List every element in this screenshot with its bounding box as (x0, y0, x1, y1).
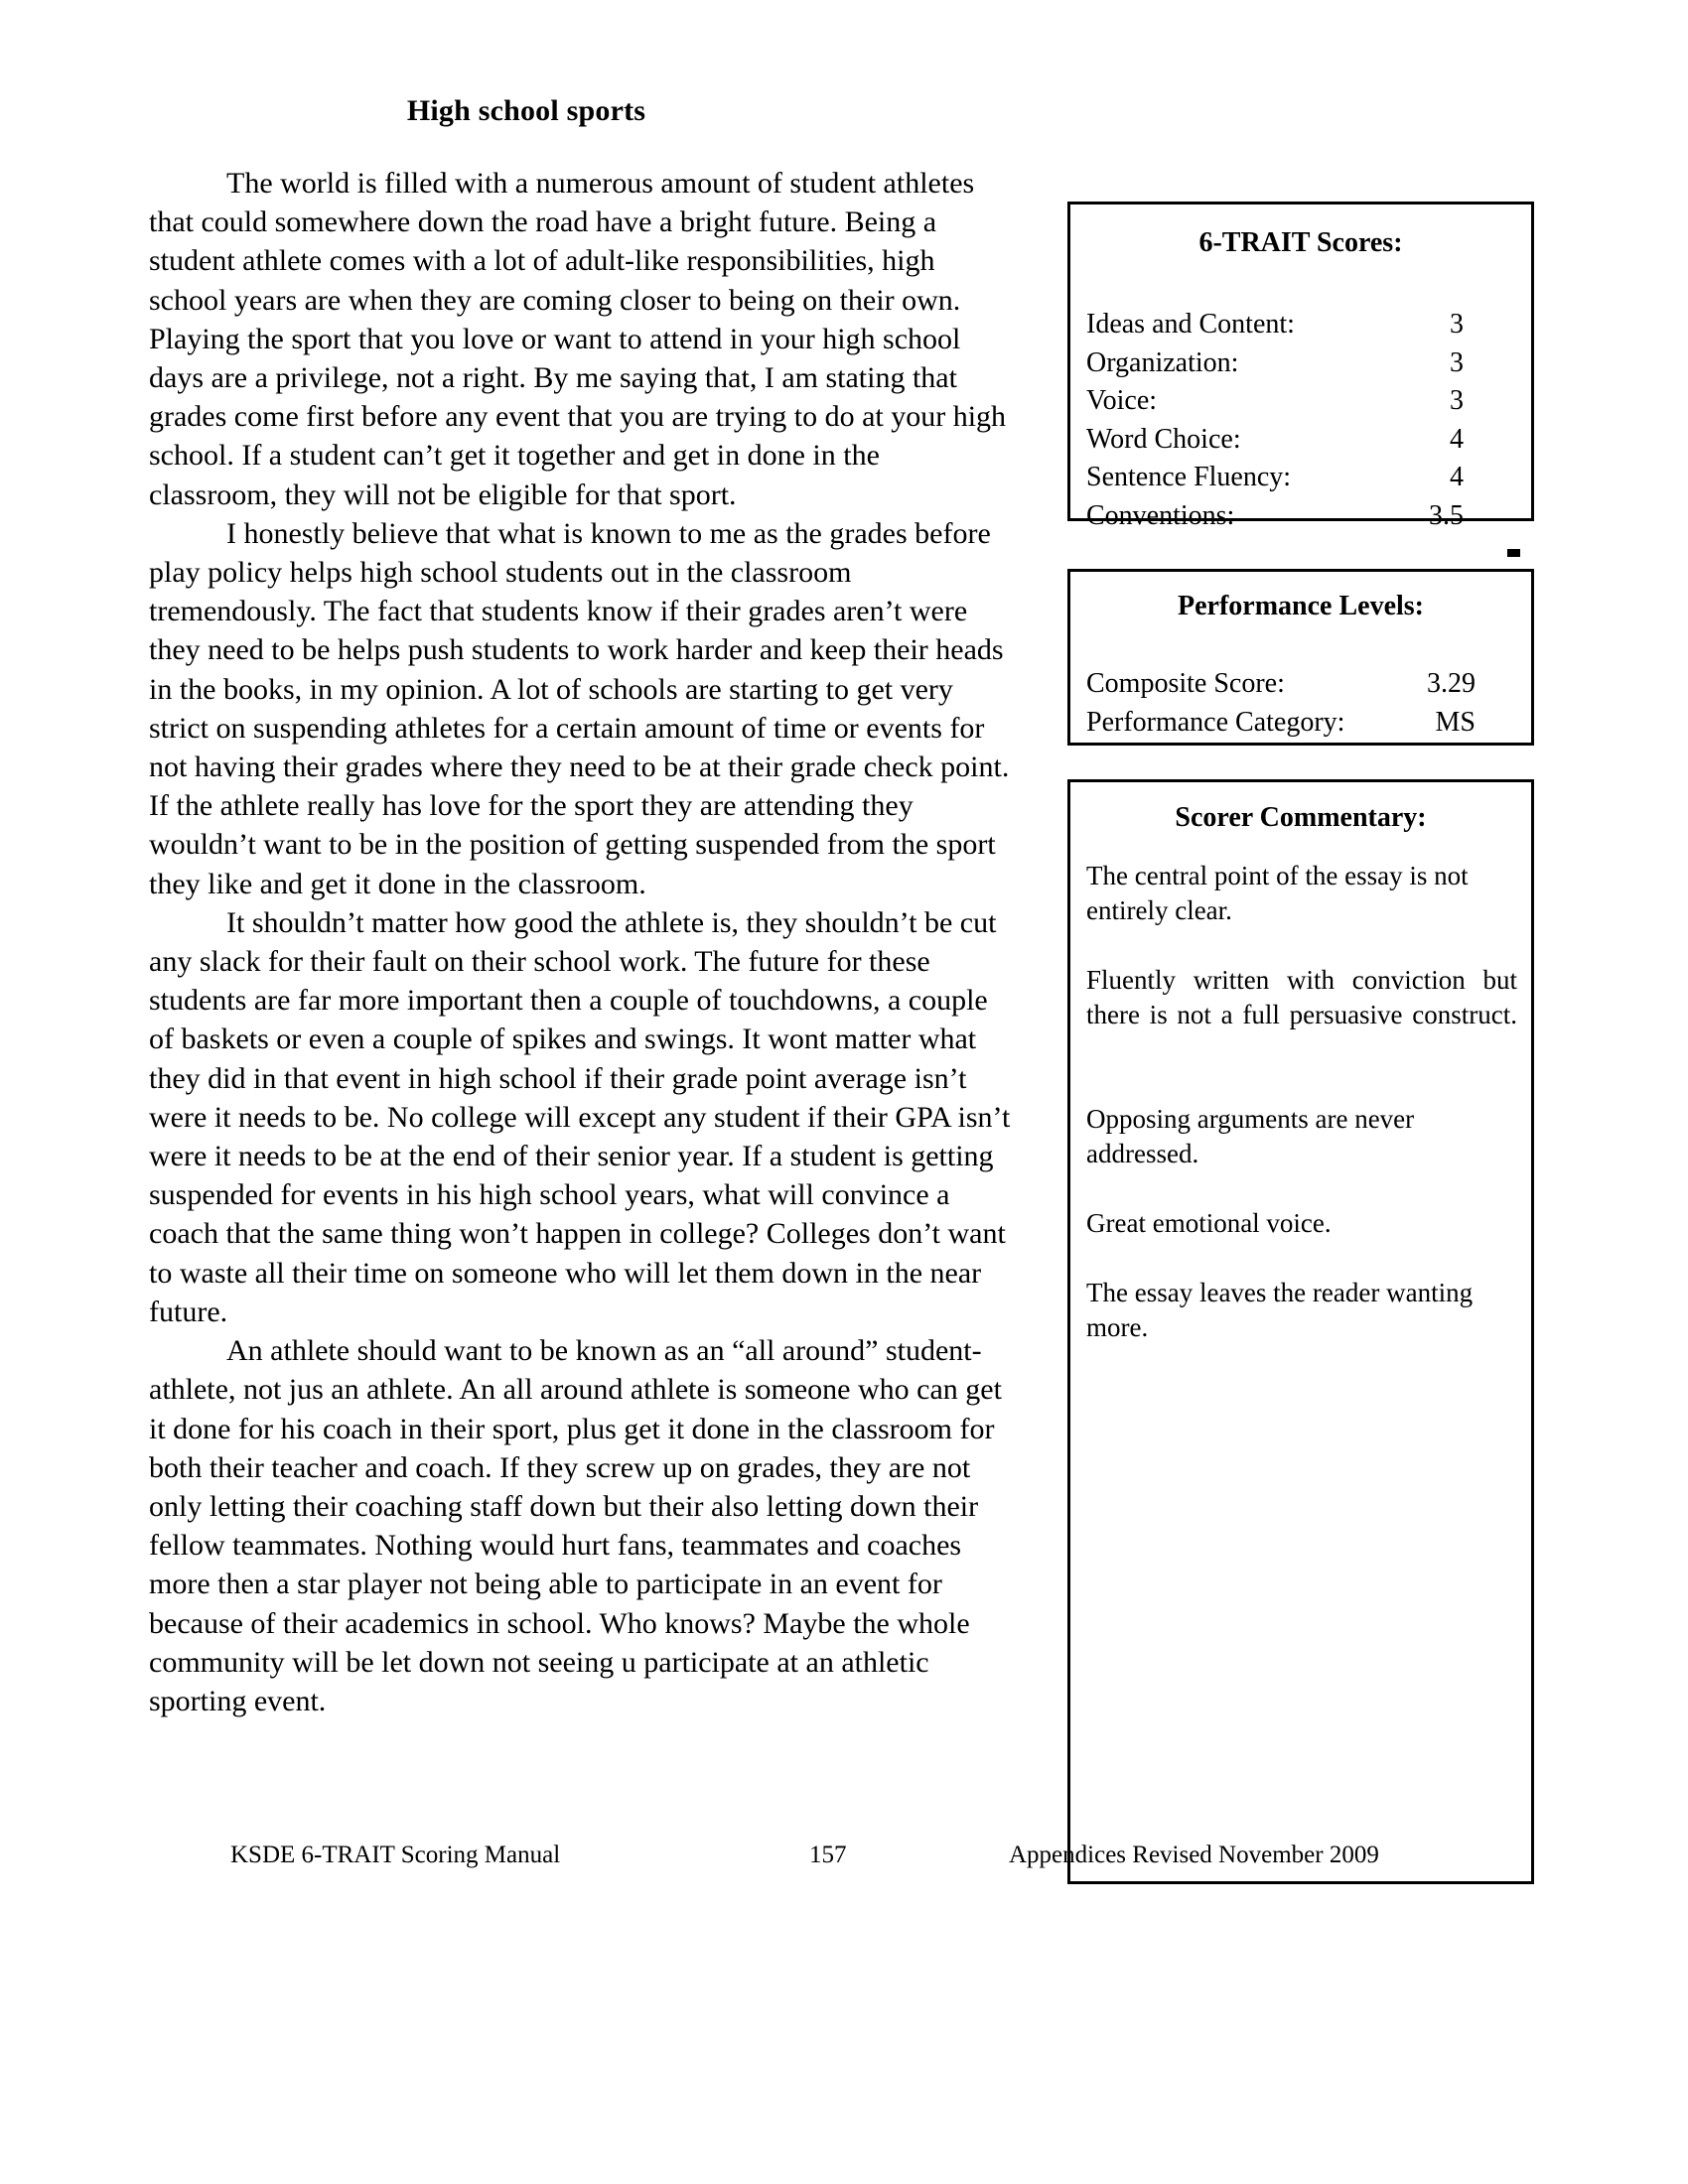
trait-score-label: Conventions: (1086, 499, 1235, 531)
essay-paragraph: It shouldn’t matter how good the athlete is, they shouldn’t be cut any slack for their fault on their school work. The future for these students are far more important then a couple of touchdowns, a couple of baskets or even a couple of spikes and swings. It wont matter what they did in that event in high school if their grade point average isn’t were it needs to be. No college will except any student if their GPA isn’t were it needs to be at the end of their senior year. If a student is getting suspended for events in his high school years, what will convince a coach that the same thing won’t happen in college? Colleges don’t want to waste all their time on someone who will let them down in the near future. (149, 905, 1011, 1328)
trait-score-value: 3.5 (1429, 499, 1464, 531)
trait-score-label: Organization: (1086, 346, 1239, 378)
trait-scores-title: 6-TRAIT Scores: (1198, 227, 1403, 258)
commentary-note: The essay leaves the reader wanting more. (1086, 1278, 1474, 1342)
scorer-commentary-notes (1086, 859, 1517, 1345)
performance-level-value: 3.29 (1427, 668, 1476, 699)
footer-manual-title: KSDE 6-TRAIT Scoring Manual (230, 1842, 561, 1868)
commentary-note: Fluently written with conviction but there is not a full persuasive construct. (1086, 965, 1517, 1029)
trait-score-label: Word Choice: (1086, 423, 1241, 455)
trait-score-value: 3 (1450, 346, 1464, 378)
trait-score-row (1086, 459, 1531, 497)
trait-score-value: 4 (1450, 462, 1464, 492)
performance-level-row (1086, 704, 1531, 743)
essay-body (149, 164, 1013, 1720)
essay-paragraph: An athlete should want to be known as an “all around” student-athlete, not jus an athlete. An all around athlete is someone who can get it done for his coach in their sport, plus get it done in the classroom for both their teacher and coach. If they screw up on grades, they are not only letting their coaching staff down but their also letting down their fellow teammates. Nothing would hurt fans, teammates and coaches more then a star player not being able to participate in an event for because of their academics in school. Who knows? Maybe the whole community will be let down not seeing u participate at an athletic sporting event. (149, 1334, 1002, 1717)
footer-page-number: 157 (809, 1842, 847, 1868)
trait-score-row (1086, 344, 1531, 383)
trait-scores-rows (1086, 306, 1531, 535)
trait-score-value: 4 (1450, 423, 1464, 455)
trait-score-label: Ideas and Content: (1086, 309, 1295, 340)
commentary-note: Opposing arguments are never addressed. (1086, 1104, 1415, 1168)
trait-score-row (1086, 497, 1531, 536)
performance-level-label: Performance Category: (1086, 706, 1345, 738)
footer-revision-note: Appendices Revised November 2009 (1009, 1842, 1379, 1868)
trait-score-value: 3 (1450, 309, 1464, 340)
page-title: High school sports (406, 94, 646, 127)
scorer-commentary-title: Scorer Commentary: (1175, 802, 1427, 833)
trait-score-value: 3 (1450, 385, 1464, 416)
performance-level-label: Composite Score: (1086, 668, 1285, 699)
performance-level-value: MS (1435, 706, 1476, 738)
trait-scores-box (1067, 202, 1534, 531)
performance-levels-rows (1086, 665, 1531, 742)
stray-mark-artifact (1507, 549, 1520, 557)
performance-level-row (1086, 665, 1531, 704)
essay-paragraph: The world is filled with a numerous amount of student athletes that could somewhere down the road have a bright future. Being a student athlete comes with a lot of adult-like responsibilities, high school years are when they are coming closer to being on their own. Playing the sport that you love or want to attend in your high school days are a privilege, not a right. By me saying that, I am stating that grades come first before any event that you are trying to do at your high school. If a student can’t get it together and get in done in the classroom, they will not be eligible for that sport. (149, 167, 1007, 511)
commentary-note: Great emotional voice. (1086, 1208, 1332, 1238)
scorer-commentary-box (1067, 779, 1534, 1884)
commentary-note: The central point of the essay is not entirely clear. (1086, 861, 1469, 925)
performance-levels-box (1067, 569, 1534, 746)
trait-score-label: Voice: (1086, 385, 1158, 416)
performance-levels-title: Performance Levels: (1178, 591, 1424, 621)
trait-score-row (1086, 421, 1531, 460)
trait-score-row (1086, 306, 1531, 344)
trait-score-label: Sentence Fluency: (1086, 462, 1292, 492)
trait-score-row (1086, 382, 1531, 421)
essay-paragraph: I honestly believe that what is known to me as the grades before play policy helps high school students out in the classroom tremendously. The fact that students know if their grades aren’t were they need to be helps push students to work harder and keep their heads in the books, in my opinion. A lot of schools are starting to get very strict on suspending athletes for a certain amount of time or events for not having their grades where they need to be at their grade check point. If the athlete really has love for the sport they are attending they wouldn’t want to be in the position of getting suspended from the sport they like and get it done in the classroom. (149, 516, 1010, 900)
